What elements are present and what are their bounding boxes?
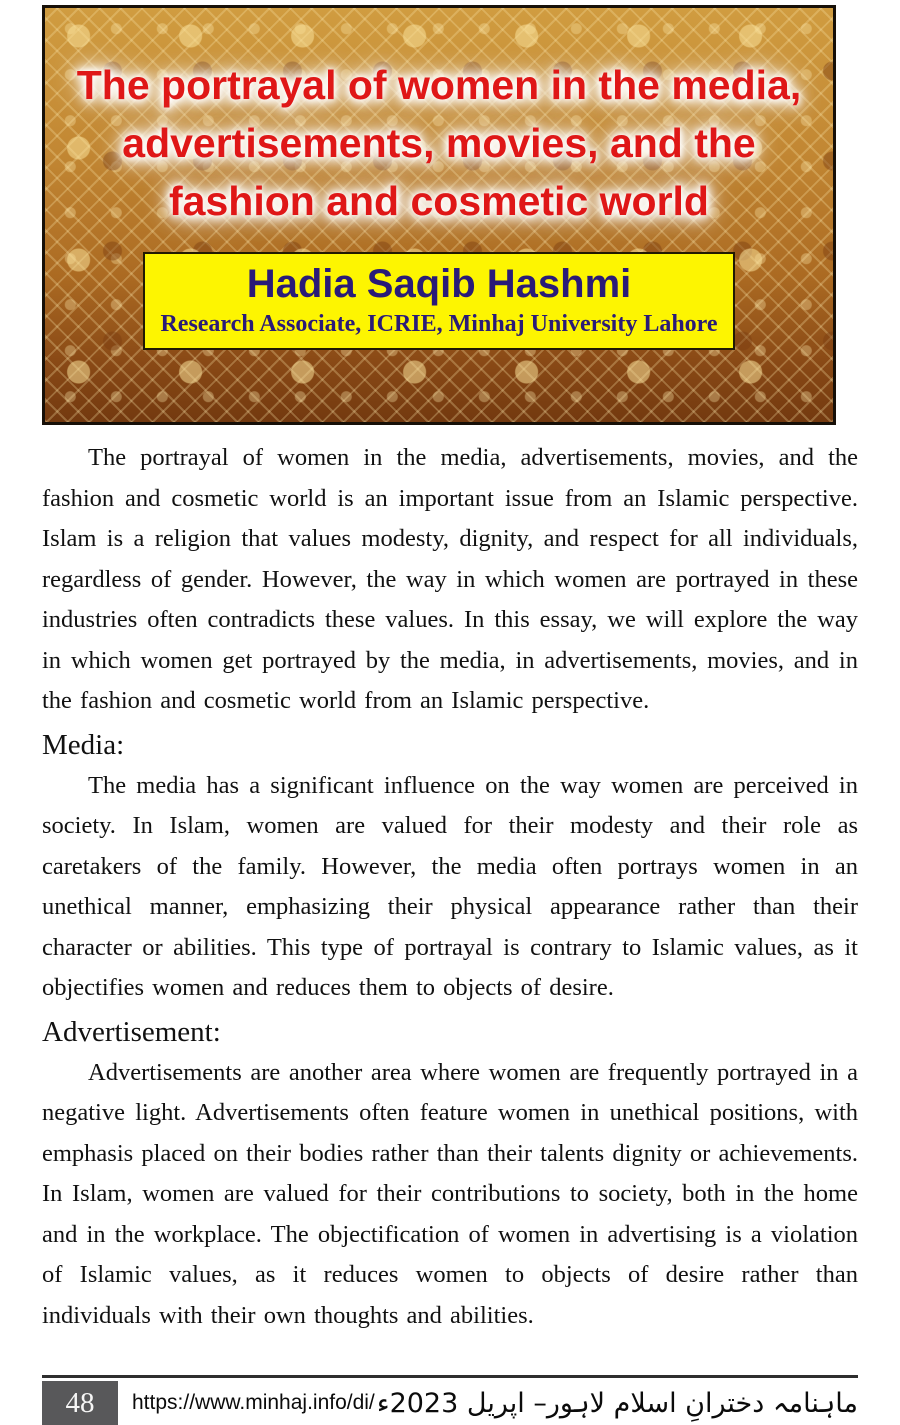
intro-paragraph: The portrayal of women in the media, advertisements, movies, and the fashion and cosmetic world is an important issue from an Islamic perspective. Islam is a religion that values modesty, dignity, and respect for all individuals, regardless of gender. However, the way in which women are portrayed in these industries often contradicts these values. In this essay, we will explore the way in which women get portrayed by the media, in advertisements, movies, and in the fashion and cosmetic world from an Islamic perspective. [42,444,858,714]
page-number-badge: 48 [42,1381,118,1425]
author-affiliation: Research Associate, ICRIE, Minhaj University Lahore [160,311,718,337]
section-heading-media: Media: [42,728,125,761]
author-name: Hadia Saqib Hashmi [246,262,632,306]
article-body [42,438,858,1336]
article-title-line-1: The portrayal of women in the media, [76,62,802,108]
article-title-line-3: fashion and cosmetic world [169,178,709,224]
article-title-line-2: advertisements, movies, and the [122,120,756,166]
advertisement-paragraph: Advertisements are another area where women are frequently portrayed in a negative light. Advertisements often feature women in unethical positions, with emphasis placed on their bodies rather than their talents dignity or achievements. In Islam, women are valued for their contributions to society, both in the home and in the workplace. The objectification of women in advertising is a violation of Islamic values, as it reduces women to objects of desire rather than individuals with their own thoughts and abilities. [42,1058,858,1329]
footer-url-link[interactable]: https://www.minhaj.info/di/ [132,1391,375,1414]
journal-name-urdu: ماہنامہ دخترانِ اسلام لاہور– اپریل 2023ء [376,1387,858,1419]
media-paragraph: The media has a significant influence on the way women are perceived in society. In Islam, women are valued for their modesty and their role as caretakers of the family. However, the media often portrays women in an unethical manner, emphasizing their physical appearance rather than their character or abilities. This type of portrayal is contrary to Islamic values, as it objectifies women and reduces them to objects of desire. [42,771,858,1001]
header-banner-image [42,5,836,425]
author-box [143,252,735,350]
footer [42,1381,858,1425]
article-title [45,8,833,230]
footer-divider [42,1375,858,1378]
section-heading-advertisement: Advertisement: [42,1015,221,1048]
